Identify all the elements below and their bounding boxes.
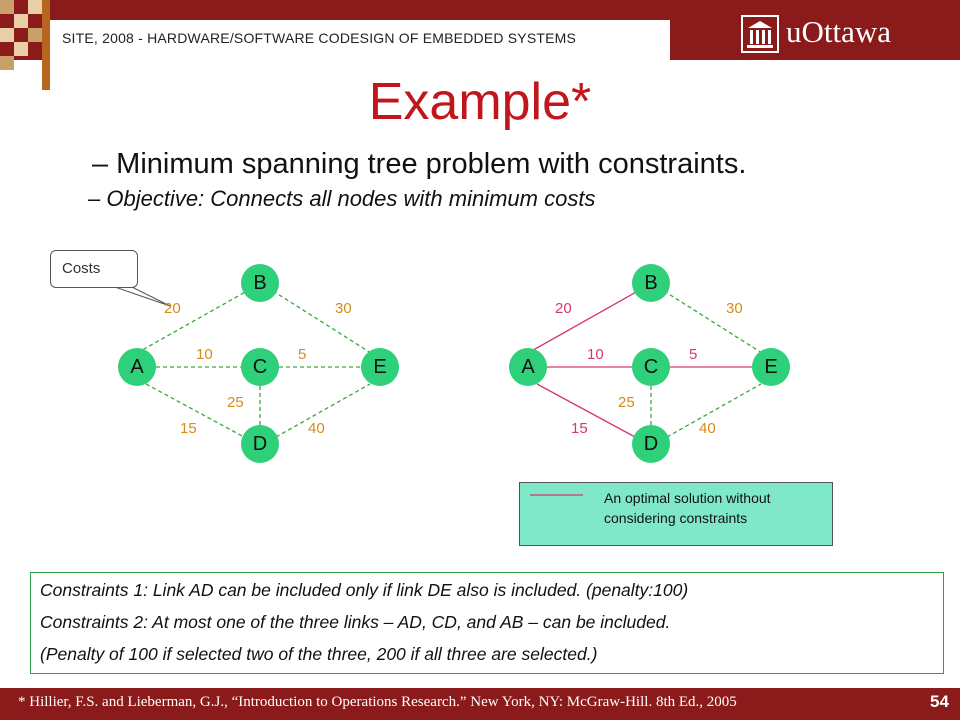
- weight-right-cd: 25: [618, 394, 635, 411]
- weight-left-ad: 15: [180, 420, 197, 437]
- constraint-1: Constraints 1: Link AD can be included only if link DE also is included. (penalty:100): [40, 580, 689, 600]
- node-right-b: B: [632, 264, 670, 302]
- weight-left-ab: 20: [164, 300, 181, 317]
- node-left-a: A: [118, 348, 156, 386]
- weight-right-ad: 15: [571, 420, 588, 437]
- node-left-d: D: [241, 425, 279, 463]
- bullet-problem: – Minimum spanning tree problem with constraints.: [92, 148, 747, 180]
- legend-label-line1: An optimal solution without: [604, 490, 771, 506]
- slide-title: Example*: [368, 73, 592, 131]
- node-right-a: A: [509, 348, 547, 386]
- costs-callout-label: Costs: [62, 260, 101, 277]
- weight-right-de: 40: [699, 420, 716, 437]
- bullet-objective: – Objective: Connects all nodes with minimum costs: [88, 186, 596, 211]
- weight-left-ac: 10: [196, 346, 213, 363]
- node-left-c: C: [241, 348, 279, 386]
- node-right-c: C: [632, 348, 670, 386]
- course-title: SITE, 2008 - HARDWARE/SOFTWARE CODESIGN OF EMBEDDED SYSTEMS: [62, 30, 577, 46]
- legend-label-line2: considering constraints: [604, 510, 748, 526]
- weight-right-ab: 20: [555, 300, 572, 317]
- weight-left-cd: 25: [227, 394, 244, 411]
- weight-right-ce: 5: [689, 346, 698, 363]
- node-right-e: E: [752, 348, 790, 386]
- weight-left-be: 30: [335, 300, 352, 317]
- constraint-2: Constraints 2: At most one of the three links – AD, CD, and AB – can be included.: [40, 612, 671, 632]
- node-left-b: B: [241, 264, 279, 302]
- footer-citation: * Hillier, F.S. and Lieberman, G.J., “Introduction to Operations Research.” New York, NY: McGraw-Hill. 8th Ed., 2005: [18, 694, 737, 710]
- constraint-penalty: (Penalty of 100 if selected two of the three, 200 if all three are selected.): [40, 644, 598, 664]
- weight-left-de: 40: [308, 420, 325, 437]
- logo-text: uOttawa: [786, 14, 892, 49]
- weight-right-be: 30: [726, 300, 743, 317]
- node-left-e: E: [361, 348, 399, 386]
- page-number: 54: [930, 692, 949, 711]
- node-right-d: D: [632, 425, 670, 463]
- weight-right-ac: 10: [587, 346, 604, 363]
- weight-left-ce: 5: [298, 346, 307, 363]
- legend-label: [604, 488, 834, 528]
